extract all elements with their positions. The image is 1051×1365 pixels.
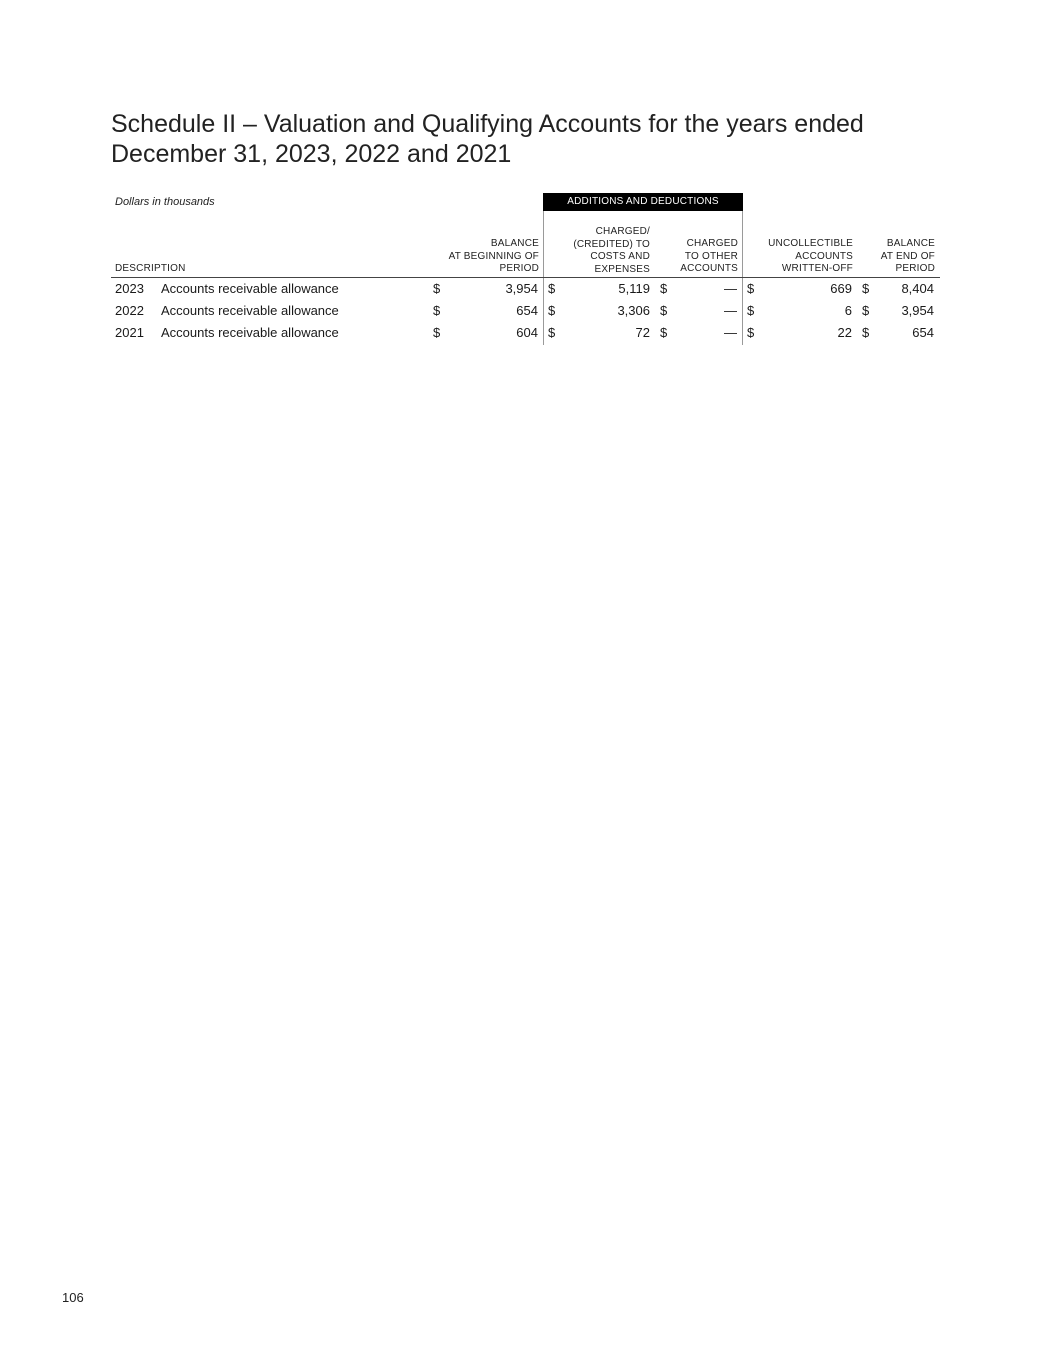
header-uncollectible: UNCOLLECTIBLE ACCOUNTS WRITTEN-OFF xyxy=(768,238,853,274)
currency-symbol: $ xyxy=(548,281,556,296)
row-description: Accounts receivable allowance xyxy=(161,303,339,318)
balance-end-value: 654 xyxy=(912,325,934,340)
header-charged-costs: CHARGED/ (CREDITED) TO COSTS AND EXPENSES xyxy=(573,226,650,275)
page-number: 106 xyxy=(62,1290,84,1305)
balance-beginning-value: 3,954 xyxy=(505,281,538,296)
table-row xyxy=(0,322,1051,344)
row-year: 2022 xyxy=(115,303,144,318)
header-charged-other: CHARGED TO OTHER ACCOUNTS xyxy=(680,238,738,274)
currency-symbol: $ xyxy=(548,303,556,318)
currency-symbol: $ xyxy=(862,303,870,318)
charged-costs-value: 72 xyxy=(635,325,650,340)
row-description: Accounts receivable allowance xyxy=(161,281,339,296)
currency-symbol: $ xyxy=(660,281,668,296)
currency-symbol: $ xyxy=(747,281,755,296)
header-balance-beginning: BALANCE AT BEGINNING OF PERIOD xyxy=(448,238,539,274)
currency-symbol: $ xyxy=(660,325,668,340)
uncollectible-value: 22 xyxy=(837,325,852,340)
charged-other-value: — xyxy=(724,303,737,318)
charged-other-value: — xyxy=(724,325,737,340)
balance-beginning-value: 604 xyxy=(516,325,538,340)
currency-symbol: $ xyxy=(862,325,870,340)
charged-other-value: — xyxy=(724,281,737,296)
currency-symbol: $ xyxy=(433,325,441,340)
units-note: Dollars in thousands xyxy=(115,196,215,208)
header-balance-end: BALANCE AT END OF PERIOD xyxy=(880,238,935,274)
header-description: DESCRIPTION xyxy=(115,263,186,274)
uncollectible-value: 6 xyxy=(844,303,852,318)
row-year: 2021 xyxy=(115,325,144,340)
uncollectible-value: 669 xyxy=(830,281,852,296)
row-year: 2023 xyxy=(115,281,144,296)
table-row xyxy=(0,300,1051,322)
currency-symbol: $ xyxy=(433,303,441,318)
additions-deductions-header: ADDITIONS AND DEDUCTIONS xyxy=(543,193,743,211)
currency-symbol: $ xyxy=(862,281,870,296)
balance-end-value: 8,404 xyxy=(901,281,934,296)
balance-end-value: 3,954 xyxy=(901,303,934,318)
page-title: Schedule II – Valuation and Qualifying Accounts for the years ended December 31, 2023, 2022 and 2021 xyxy=(111,110,864,168)
charged-costs-value: 3,306 xyxy=(617,303,650,318)
balance-beginning-value: 654 xyxy=(516,303,538,318)
currency-symbol: $ xyxy=(548,325,556,340)
currency-symbol: $ xyxy=(747,325,755,340)
charged-costs-value: 5,119 xyxy=(618,281,650,296)
row-description: Accounts receivable allowance xyxy=(161,325,339,340)
table-row xyxy=(0,278,1051,300)
currency-symbol: $ xyxy=(747,303,755,318)
currency-symbol: $ xyxy=(433,281,441,296)
currency-symbol: $ xyxy=(660,303,668,318)
